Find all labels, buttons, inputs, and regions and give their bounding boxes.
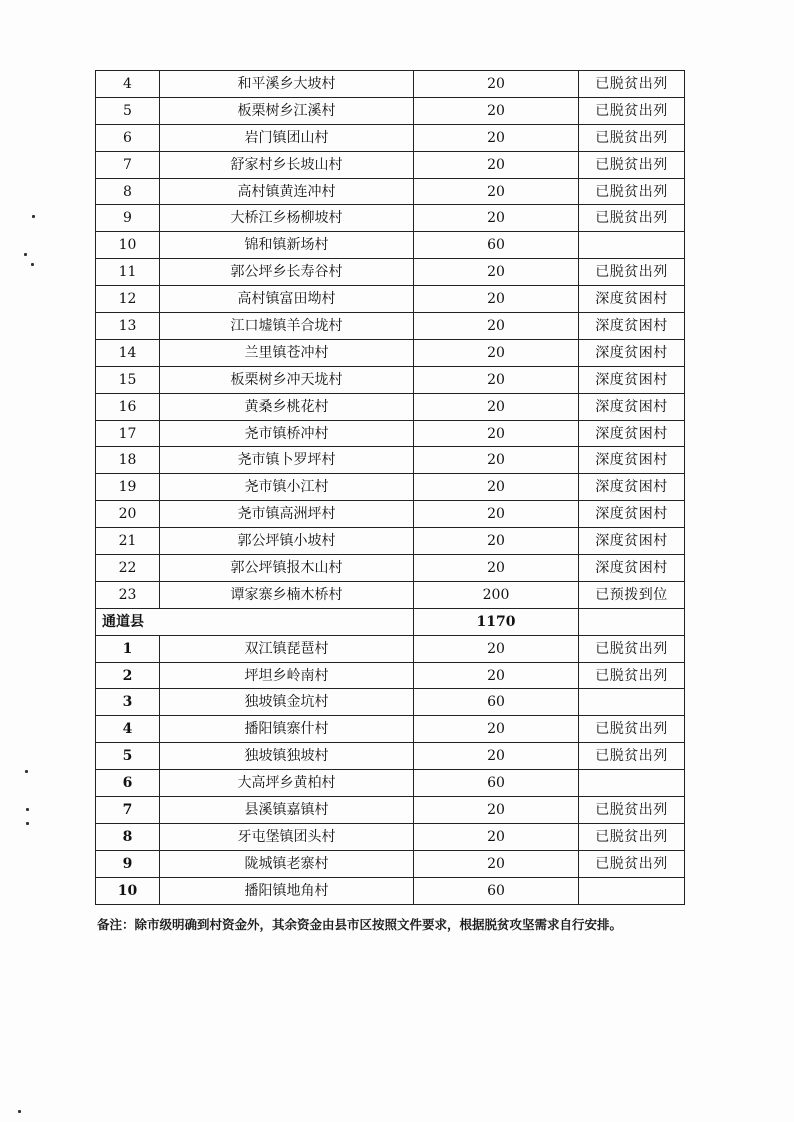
village-name: 兰里镇苍冲村	[160, 339, 414, 366]
row-index: 20	[96, 501, 160, 528]
county-total-amount: 1170	[414, 608, 579, 635]
row-index: 6	[96, 124, 160, 151]
village-name: 谭家寨乡楠木桥村	[160, 581, 414, 608]
village-name: 播阳镇寨什村	[160, 716, 414, 743]
table-row	[96, 877, 685, 904]
poverty-status: 已脱贫出列	[579, 743, 685, 770]
village-name: 岩门镇团山村	[160, 124, 414, 151]
table-row	[96, 339, 685, 366]
table-row	[96, 232, 685, 259]
poverty-status: 已脱贫出列	[579, 259, 685, 286]
poverty-status: 已脱贫出列	[579, 662, 685, 689]
row-index: 18	[96, 447, 160, 474]
row-index: 8	[96, 178, 160, 205]
village-name: 大桥江乡杨柳坡村	[160, 205, 414, 232]
row-index: 9	[96, 850, 160, 877]
table-row	[96, 97, 685, 124]
county-status-empty	[579, 608, 685, 635]
table-row	[96, 124, 685, 151]
fund-amount: 20	[414, 393, 579, 420]
poverty-status: 深度贫困村	[579, 528, 685, 555]
row-index: 23	[96, 581, 160, 608]
table-row	[96, 555, 685, 582]
fund-amount: 20	[414, 313, 579, 340]
fund-amount: 200	[414, 581, 579, 608]
fund-amount: 20	[414, 259, 579, 286]
table-row	[96, 447, 685, 474]
funds-table	[95, 70, 685, 905]
table-row	[96, 366, 685, 393]
fund-amount: 60	[414, 689, 579, 716]
fund-amount: 20	[414, 501, 579, 528]
poverty-status: 已脱贫出列	[579, 716, 685, 743]
poverty-status: 已脱贫出列	[579, 823, 685, 850]
row-index: 12	[96, 286, 160, 313]
village-name: 郭公坪镇报木山村	[160, 555, 414, 582]
county-name: 通道县	[96, 608, 414, 635]
village-name: 坪坦乡岭南村	[160, 662, 414, 689]
village-name: 和平溪乡大坡村	[160, 71, 414, 98]
poverty-status: 深度贫困村	[579, 447, 685, 474]
fund-amount: 20	[414, 286, 579, 313]
poverty-status: 已脱贫出列	[579, 178, 685, 205]
village-name: 独坡镇独坡村	[160, 743, 414, 770]
row-index: 19	[96, 474, 160, 501]
row-index: 6	[96, 770, 160, 797]
table-row	[96, 823, 685, 850]
fund-amount: 60	[414, 877, 579, 904]
fund-amount: 20	[414, 339, 579, 366]
table-row	[96, 313, 685, 340]
poverty-status	[579, 770, 685, 797]
village-name: 尧市镇桥冲村	[160, 420, 414, 447]
row-index: 22	[96, 555, 160, 582]
scan-speck	[18, 1110, 21, 1113]
row-index: 10	[96, 232, 160, 259]
fund-amount: 20	[414, 178, 579, 205]
fund-amount: 20	[414, 555, 579, 582]
table-row	[96, 770, 685, 797]
scan-speck	[24, 253, 27, 256]
fund-amount: 20	[414, 823, 579, 850]
fund-amount: 20	[414, 151, 579, 178]
poverty-status	[579, 877, 685, 904]
village-name: 尧市镇小江村	[160, 474, 414, 501]
table-row	[96, 71, 685, 98]
row-index: 7	[96, 797, 160, 824]
row-index: 16	[96, 393, 160, 420]
poverty-status: 已脱贫出列	[579, 151, 685, 178]
village-name: 板栗树乡冲天垅村	[160, 366, 414, 393]
fund-amount: 20	[414, 474, 579, 501]
village-name: 高村镇富田坳村	[160, 286, 414, 313]
scan-speck	[32, 215, 35, 218]
row-index: 13	[96, 313, 160, 340]
table-row	[96, 797, 685, 824]
fund-amount: 20	[414, 205, 579, 232]
scan-speck	[31, 263, 34, 266]
village-name: 独坡镇金坑村	[160, 689, 414, 716]
row-index: 2	[96, 662, 160, 689]
county-subtotal-row	[96, 608, 685, 635]
village-name: 双江镇琵琶村	[160, 635, 414, 662]
poverty-status: 深度贫困村	[579, 555, 685, 582]
row-index: 4	[96, 71, 160, 98]
fund-amount: 20	[414, 124, 579, 151]
poverty-status: 已脱贫出列	[579, 124, 685, 151]
row-index: 10	[96, 877, 160, 904]
scan-speck	[25, 770, 28, 773]
funds-table-body	[96, 71, 685, 905]
fund-amount: 20	[414, 366, 579, 393]
table-row	[96, 474, 685, 501]
poverty-status: 已脱贫出列	[579, 850, 685, 877]
table-row	[96, 393, 685, 420]
fund-amount: 20	[414, 797, 579, 824]
village-name: 板栗树乡江溪村	[160, 97, 414, 124]
poverty-status: 已预拨到位	[579, 581, 685, 608]
table-row	[96, 850, 685, 877]
poverty-status: 已脱贫出列	[579, 205, 685, 232]
village-name: 江口墟镇羊合垅村	[160, 313, 414, 340]
village-name: 县溪镇嘉镇村	[160, 797, 414, 824]
village-name: 锦和镇新场村	[160, 232, 414, 259]
village-name: 牙屯堡镇团头村	[160, 823, 414, 850]
row-index: 5	[96, 743, 160, 770]
fund-amount: 20	[414, 716, 579, 743]
fund-amount: 20	[414, 743, 579, 770]
poverty-status: 已脱贫出列	[579, 635, 685, 662]
village-name: 尧市镇高洲坪村	[160, 501, 414, 528]
row-index: 9	[96, 205, 160, 232]
row-index: 3	[96, 689, 160, 716]
poverty-status: 已脱贫出列	[579, 797, 685, 824]
poverty-status: 深度贫困村	[579, 286, 685, 313]
table-row	[96, 420, 685, 447]
table-row	[96, 528, 685, 555]
table-row	[96, 581, 685, 608]
village-name: 陇城镇老寨村	[160, 850, 414, 877]
table-row	[96, 689, 685, 716]
row-index: 7	[96, 151, 160, 178]
row-index: 17	[96, 420, 160, 447]
poverty-status: 深度贫困村	[579, 339, 685, 366]
poverty-status	[579, 232, 685, 259]
row-index: 4	[96, 716, 160, 743]
row-index: 15	[96, 366, 160, 393]
poverty-status: 深度贫困村	[579, 474, 685, 501]
village-name: 尧市镇卜罗坪村	[160, 447, 414, 474]
table-row	[96, 286, 685, 313]
poverty-status: 深度贫困村	[579, 501, 685, 528]
row-index: 21	[96, 528, 160, 555]
fund-amount: 20	[414, 635, 579, 662]
village-name: 高村镇黄连冲村	[160, 178, 414, 205]
fund-amount: 60	[414, 232, 579, 259]
table-row	[96, 151, 685, 178]
table-row	[96, 662, 685, 689]
village-name: 黄桑乡桃花村	[160, 393, 414, 420]
table-row	[96, 635, 685, 662]
fund-amount: 20	[414, 447, 579, 474]
row-index: 8	[96, 823, 160, 850]
poverty-status: 深度贫困村	[579, 393, 685, 420]
village-name: 郭公坪镇小坡村	[160, 528, 414, 555]
village-name: 郭公坪乡长寿谷村	[160, 259, 414, 286]
poverty-status: 深度贫困村	[579, 313, 685, 340]
table-row	[96, 716, 685, 743]
poverty-status: 已脱贫出列	[579, 97, 685, 124]
poverty-status: 深度贫困村	[579, 420, 685, 447]
scan-speck	[26, 822, 29, 825]
poverty-status: 已脱贫出列	[579, 71, 685, 98]
table-row	[96, 259, 685, 286]
row-index: 14	[96, 339, 160, 366]
fund-amount: 20	[414, 662, 579, 689]
row-index: 5	[96, 97, 160, 124]
row-index: 1	[96, 635, 160, 662]
table-row	[96, 205, 685, 232]
row-index: 11	[96, 259, 160, 286]
table-row	[96, 743, 685, 770]
fund-amount: 60	[414, 770, 579, 797]
table-row	[96, 501, 685, 528]
table-row	[96, 178, 685, 205]
village-name: 大高坪乡黄柏村	[160, 770, 414, 797]
footnote-remark: 备注：除市级明确到村资金外，其余资金由县市区按照文件要求，根据脱贫攻坚需求自行安排。	[97, 917, 623, 932]
village-name: 舒家村乡长坡山村	[160, 151, 414, 178]
village-name: 播阳镇地角村	[160, 877, 414, 904]
scan-speck	[26, 808, 29, 811]
fund-amount: 20	[414, 420, 579, 447]
poverty-status: 深度贫困村	[579, 366, 685, 393]
poverty-status	[579, 689, 685, 716]
fund-amount: 20	[414, 850, 579, 877]
fund-amount: 20	[414, 528, 579, 555]
fund-amount: 20	[414, 71, 579, 98]
fund-amount: 20	[414, 97, 579, 124]
